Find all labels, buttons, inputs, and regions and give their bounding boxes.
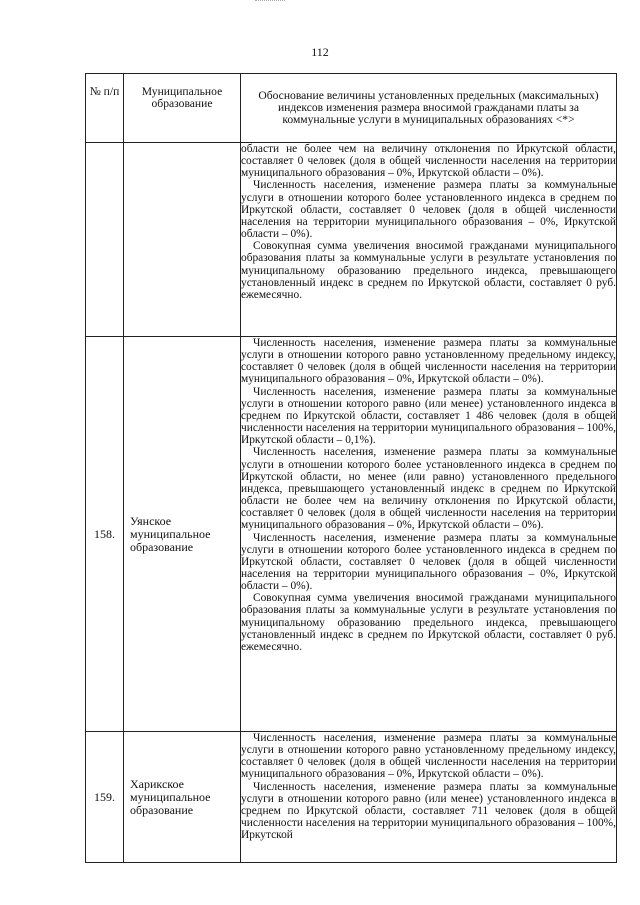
cell-justification [241,337,617,732]
cell-justification [241,143,617,337]
paragraph: Численность населения, изменение размера платы за коммунальные услуги в отношении которого более установленного индекса в среднем по Иркутской области, но менее (или равно) установленного предельного индекса, превышающего установленный индекс в среднем по Иркутской области не более чем на величину отклонения по Иркутской области, составляет 0 человек (доля в общей численности населения на территории муниципального образования – 0%, Иркутской области – 0%). [241,446,616,532]
municipality-name: Уянское муниципальное образование [124,337,241,732]
paragraph: Численность населения, изменение размера платы за коммунальные услуги в отношении которого равно (или менее) установленного индекса в среднем по Иркутской области, составляет 711 человек (доля в общей численности населения на территории муниципального образования – 100%, Иркутской [241,780,617,842]
municipality-name: Харикское муниципальное образование [124,732,241,863]
table-row [86,732,617,863]
justification-table [85,73,617,863]
paragraph: области не более чем на величину отклонения по Иркутской области, составляет 0 человек (доля в общей численности населения на территории муниципального образования – 0%, Иркутской области – 0%). [241,143,616,180]
paragraph: Численность населения, изменение размера платы за коммунальные услуги в отношении которого более установленного индекса в среднем по Иркутской области, составляет 0 человек (доля в общей численности населения на территории муниципального образования – 0%, Иркутской области – 0%). [241,531,616,593]
row-number: 158. [86,337,124,732]
table-header-row [86,74,617,143]
paragraph: Совокупная сумма увеличения вносимой гражданами муниципального образования платы за коммунальные услуги в результате установления по муниципальному образованию предельного индекса, превышающего установленный индекс в среднем по Иркутской области, составляет 0 руб. ежемесячно. [241,592,616,653]
cell-municipality-empty [124,143,241,337]
table-row-continuation [86,143,617,337]
page-number: 112 [311,45,329,59]
header-number: № п/п [86,74,124,143]
header-municipality: Муниципальное образование [124,74,241,143]
paragraph: Численность населения, изменение размера платы за коммунальные услуги в отношении которого равно (или менее) установленного индекса в среднем по Иркутской области, составляет 1 486 человек (доля в общей численности населения на территории муниципального образования – 100%, Иркутской области – 0,1%). [241,385,617,447]
paragraph: Совокупная сумма увеличения вносимой гражданами муниципального образования платы за коммунальные услуги в результате установления по муниципальному образованию предельного индекса, превышающего установленный индекс в среднем по Иркутской области, составляет 0 руб. ежемесячно. [241,240,616,301]
scan-mark [255,0,285,15]
table-row [86,337,617,732]
paragraph: Численность населения, изменение размера платы за коммунальные услуги в отношении которого равно установленному предельному индексу, составляет 0 человек (доля в общей численности населения на территории муниципального образования – 0%, Иркутской области – 0%). [241,732,616,781]
cell-number-empty [86,143,124,337]
header-justification: Обоснование величины установленных предельных (максимальных) индексов изменения размера вносимой гражданами платы за коммунальные услуги в муниципальных образованиях <*> [241,74,617,143]
row-number: 159. [86,732,124,863]
paragraph: Численность населения, изменение размера платы за коммунальные услуги в отношении которого более установленного индекса в среднем по Иркутской области, составляет 0 человек (доля в общей численности населения на территории муниципального образования – 0%, Иркутской области – 0%). [241,179,616,241]
paragraph: Численность населения, изменение размера платы за коммунальные услуги в отношении которого равно установленному предельному индексу, составляет 0 человек (доля в общей численности населения на территории муниципального образования – 0%, Иркутской области – 0%). [241,337,616,386]
cell-justification [241,732,617,863]
